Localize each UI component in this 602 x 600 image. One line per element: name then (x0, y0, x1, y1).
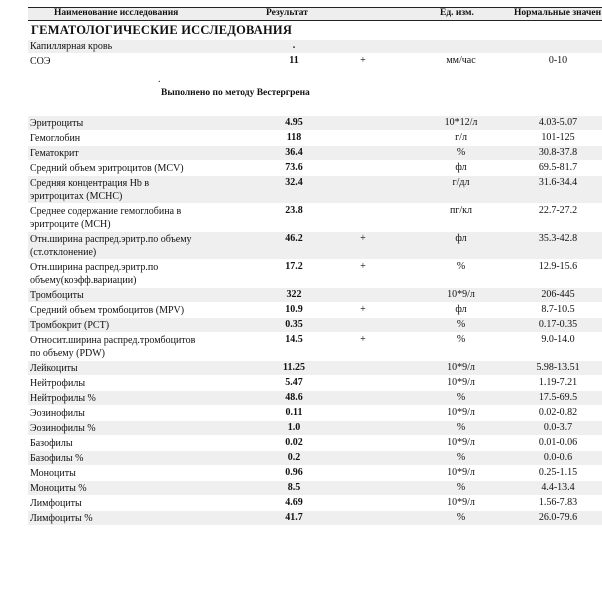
row-unit: % (456, 392, 466, 403)
row-name: Тромбокрит (PCT) (30, 320, 110, 331)
row-flag: + (360, 334, 366, 345)
row-name-line2: эритроците (MCH) (30, 219, 111, 230)
row-norm: 4.03-5.07 (538, 117, 578, 128)
row-unit: 10*9/л (447, 377, 475, 388)
row-result: 17.2 (285, 261, 303, 272)
row-name: Средний объем эритроцитов (MCV) (30, 163, 184, 174)
row-result: 0.11 (285, 407, 303, 418)
row-name: Лейкоциты (30, 363, 78, 374)
row-name: Гемоглобин (30, 133, 81, 144)
row-norm: 0.02-0.82 (538, 407, 578, 418)
table-row (28, 204, 602, 231)
row-norm: 12.9-15.6 (538, 261, 578, 272)
row-unit: г/л (455, 132, 467, 143)
soe-unit: мм/час (446, 55, 476, 66)
row-result: 4.69 (285, 497, 303, 508)
row-name: Базофилы % (30, 453, 84, 464)
table-row (28, 176, 602, 203)
row-unit: % (456, 452, 466, 463)
row-norm: 8.7-10.5 (541, 304, 575, 315)
table-row (28, 421, 602, 435)
table-row (28, 406, 602, 420)
row-name: Отн.ширина распред.эритр.по (30, 262, 159, 273)
row-name: Тромбоциты (30, 290, 84, 301)
row-result: 23.8 (285, 205, 303, 216)
row-unit: фл (455, 233, 467, 244)
row-unit: фл (455, 304, 467, 315)
row-unit: 10*12/л (444, 117, 478, 128)
header-norm: Нормальные значен (514, 8, 602, 18)
row-norm: 0.0-0.6 (543, 452, 573, 463)
row-unit: 10*9/л (447, 407, 475, 418)
row-name: Эозинофилы (30, 408, 85, 419)
table-row (28, 116, 602, 130)
row-result: 11.25 (283, 362, 305, 373)
table-row (28, 303, 602, 317)
table-row (28, 361, 602, 375)
row-unit: % (456, 482, 466, 493)
row-norm: 9.0-14.0 (541, 334, 575, 345)
row-name: Среднее содержание гемоглобина в (30, 206, 182, 217)
row-result: 46.2 (285, 233, 303, 244)
soe-row (28, 55, 602, 68)
row-unit: фл (455, 162, 467, 173)
table-row (28, 451, 602, 465)
row-norm: 1.19-7.21 (538, 377, 578, 388)
row-name: Моноциты (30, 468, 76, 479)
row-result: 10.9 (285, 304, 303, 315)
row-norm: 0.17-0.35 (538, 319, 578, 330)
row-norm: 0.01-0.06 (538, 437, 578, 448)
row-norm: 1.56-7.83 (538, 497, 578, 508)
row-result: 5.47 (285, 377, 303, 388)
row-norm: 31.6-34.4 (538, 177, 578, 188)
row-unit: 10*9/л (447, 437, 475, 448)
row-result: 36.4 (285, 147, 303, 158)
row-name-line2: по объему (PDW) (30, 348, 106, 359)
row-name: Моноциты % (30, 483, 87, 494)
section-title: ГЕМАТОЛОГИЧЕСКИЕ ИССЛЕДОВАНИЯ (31, 23, 293, 37)
table-row (28, 466, 602, 480)
row-unit: % (456, 512, 466, 523)
row-name: Отн.ширина распред.эритр.по объему (30, 234, 192, 245)
capillary-row (28, 40, 602, 53)
soe-result: 11 (289, 55, 299, 66)
row-name: Базофилы (30, 438, 73, 449)
row-result: 0.2 (287, 452, 301, 463)
table-row (28, 232, 602, 259)
row-result: 48.6 (285, 392, 303, 403)
table-row (28, 146, 602, 160)
dot-mark: . (158, 74, 161, 85)
row-result: 0.35 (285, 319, 303, 330)
table-row (28, 161, 602, 175)
row-name: Относит.ширина распред.тромбоцитов (30, 335, 196, 346)
row-norm: 69.5-81.7 (538, 162, 578, 173)
row-norm: 206-445 (541, 289, 575, 300)
row-unit: % (456, 422, 466, 433)
row-unit: % (456, 261, 466, 272)
row-norm: 35.3-42.8 (538, 233, 578, 244)
row-unit: 10*9/л (447, 362, 475, 373)
row-norm: 0.0-3.7 (543, 422, 573, 433)
row-unit: % (456, 147, 466, 158)
soe-norm: 0-10 (548, 55, 568, 66)
table-row (28, 376, 602, 390)
row-unit: 10*9/л (447, 497, 475, 508)
table-row (28, 333, 602, 360)
table-row (28, 391, 602, 405)
row-name-line2: (ст.отклонение) (30, 247, 97, 258)
row-norm: 4.4-13.4 (541, 482, 575, 493)
table-row (28, 496, 602, 510)
row-result: 41.7 (285, 512, 303, 523)
row-name: Средняя концентрация Hb в (30, 178, 150, 189)
row-norm: 22.7-27.2 (538, 205, 578, 216)
row-name: Гематокрит (30, 148, 79, 159)
method-note: Выполнено по методу Вестергрена (161, 88, 310, 98)
row-norm: 0.25-1.15 (538, 467, 578, 478)
row-result: 73.6 (285, 162, 303, 173)
row-result: 4.95 (285, 117, 303, 128)
row-unit: г/дл (452, 177, 470, 188)
table-row (28, 288, 602, 302)
row-name: Нейтрофилы % (30, 393, 96, 404)
row-norm: 5.98-13.51 (536, 362, 580, 373)
row-name-line2: эритроцитах (MCHC) (30, 191, 123, 202)
header-name: Наименование исследования (54, 8, 179, 18)
soe-flag: + (360, 55, 366, 66)
table-row (28, 436, 602, 450)
row-flag: + (360, 304, 366, 315)
row-result: 8.5 (287, 482, 301, 493)
row-norm: 17.5-69.5 (538, 392, 578, 403)
row-result: 32.4 (285, 177, 303, 188)
row-name: Средний объем тромбоцитов (MPV) (30, 305, 185, 316)
capillary-label: Капиллярная кровь (30, 41, 113, 52)
row-norm: 30.8-37.8 (538, 147, 578, 158)
row-result: 0.96 (285, 467, 303, 478)
row-result: 118 (286, 132, 302, 143)
row-result: 0.02 (285, 437, 303, 448)
row-name: Эритроциты (30, 118, 84, 129)
row-name-line2: объему(коэфф.вариации) (30, 275, 137, 286)
row-name: Лимфоциты (30, 498, 82, 509)
row-result: 322 (286, 289, 302, 300)
table-row (28, 481, 602, 495)
row-flag: + (360, 261, 366, 272)
row-name: Эозинофилы % (30, 423, 96, 434)
table-header (28, 7, 602, 21)
capillary-value: . (292, 40, 296, 51)
row-unit: % (456, 334, 466, 345)
row-unit: пг/кл (449, 205, 473, 216)
table-row (28, 318, 602, 332)
table-row (28, 260, 602, 287)
row-result: 1.0 (287, 422, 301, 433)
table-row (28, 511, 602, 525)
row-norm: 26.0-79.6 (538, 512, 578, 523)
row-name: Нейтрофилы (30, 378, 86, 389)
header-unit: Ед. изм. (440, 8, 474, 18)
table-row (28, 131, 602, 145)
row-unit: 10*9/л (447, 289, 475, 300)
row-name: Лимфоциты % (30, 513, 93, 524)
row-norm: 101-125 (541, 132, 575, 143)
row-unit: % (456, 319, 466, 330)
row-result: 14.5 (285, 334, 303, 345)
row-flag: + (360, 233, 366, 244)
header-result: Результат (266, 8, 308, 18)
soe-name: СОЭ (30, 56, 51, 67)
row-unit: 10*9/л (447, 467, 475, 478)
